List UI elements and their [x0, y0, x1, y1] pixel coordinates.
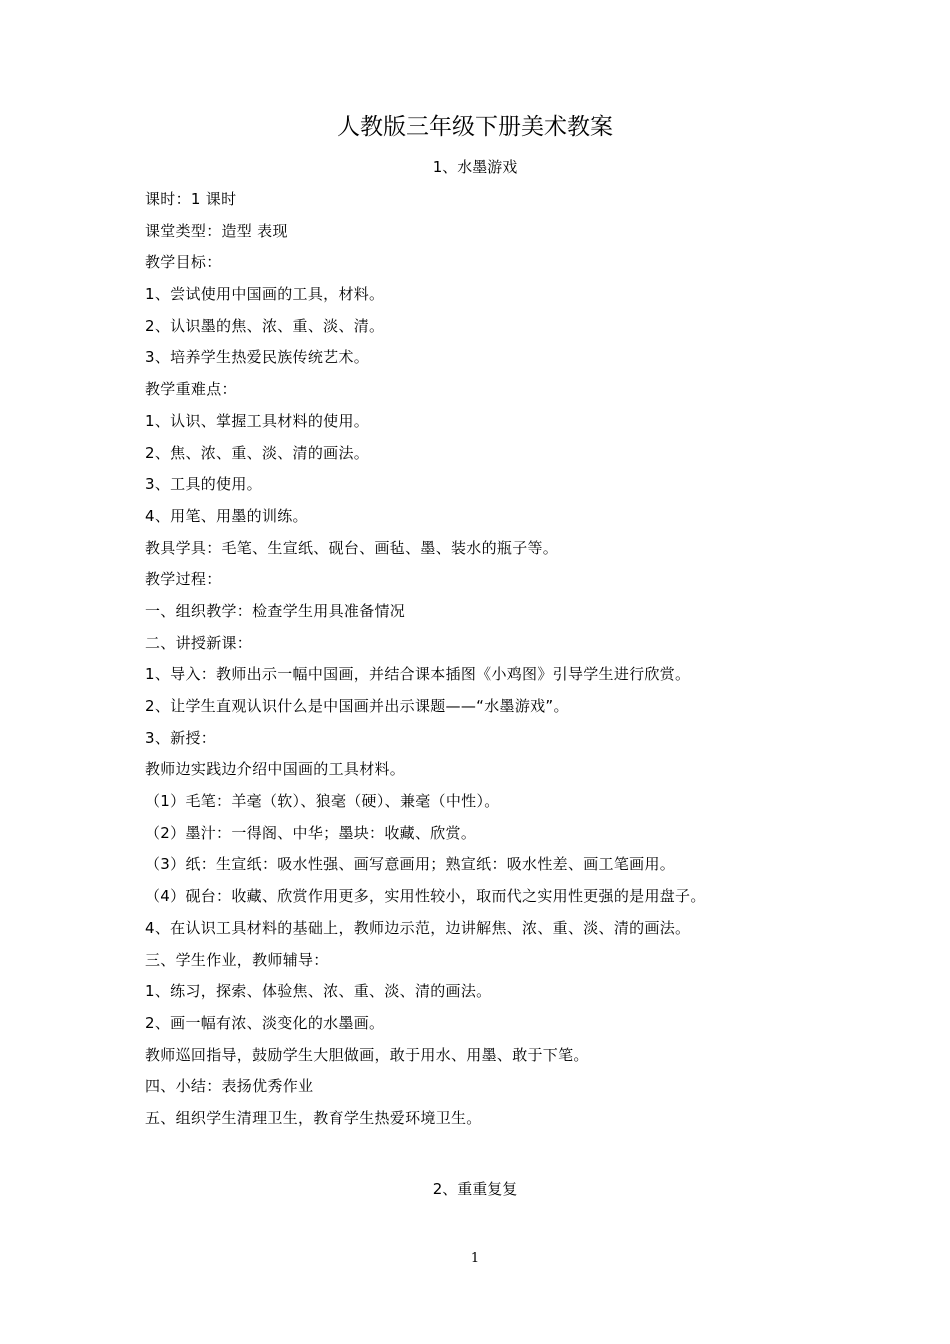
- text-line: 3、工具的使用。: [145, 475, 262, 494]
- text-line: 五、组织学生清理卫生，教育学生热爱环境卫生。: [145, 1108, 482, 1127]
- text-line: 教师巡回指导，鼓励学生大胆做画，敢于用水、用墨、敢于下笔。: [145, 1045, 589, 1064]
- text-line: 2、认识墨的焦、浓、重、淡、清。: [145, 316, 385, 335]
- text-line: 1、导入：教师出示一幅中国画，并结合课本插图《小鸡图》引导学生进行欣赏。: [145, 665, 691, 684]
- text-line: （2）墨汁：一得阁、中华；墨块：收藏、欣赏。: [145, 823, 477, 842]
- text-line: 2、画一幅有浓、淡变化的水墨画。: [145, 1013, 385, 1032]
- text-line: 课堂类型：造型 表现: [145, 221, 288, 240]
- text-line: 1、认识、掌握工具材料的使用。: [145, 411, 370, 430]
- text-line: 教具学具：毛笔、生宣纸、砚台、画毡、墨、装水的瓶子等。: [145, 538, 559, 557]
- text-line: 3、培养学生热爱民族传统艺术。: [145, 348, 370, 367]
- text-line: 课时：1 课时: [145, 190, 237, 208]
- text-line: 1、尝试使用中国画的工具，材料。: [145, 285, 385, 304]
- text-line: 4、用笔、用墨的训练。: [145, 506, 308, 525]
- lesson-2-heading: 2、重重复复: [432, 1180, 518, 1198]
- lesson-1-heading: 1、水墨游戏: [432, 158, 518, 176]
- text-line: 四、小结：表扬优秀作业: [145, 1077, 314, 1096]
- text-line: （4）砚台：收藏、欣赏作用更多，实用性较小，取而代之实用性更强的是用盘子。: [145, 887, 706, 906]
- text-line: 一、组织教学：检查学生用具准备情况: [145, 601, 406, 620]
- text-line: 3、新授：: [145, 728, 217, 747]
- page-title: 人教版三年级下册美术教案: [337, 114, 613, 140]
- text-line: （1）毛笔：羊毫（软）、狼毫（硬）、兼毫（中性）。: [145, 792, 500, 811]
- text-line: 教学重难点：: [145, 380, 237, 399]
- text-line: （3）纸：生宣纸：吸水性强、画写意画用；熟宣纸：吸水性差、画工笔画用。: [145, 855, 676, 874]
- text-line: 1、练习，探索、体验焦、浓、重、淡、清的画法。: [145, 982, 492, 1001]
- text-line: 教师边实践边介绍中国画的工具材料。: [145, 760, 406, 779]
- text-line: 教学过程：: [145, 570, 222, 589]
- text-line: 教学目标：: [145, 253, 222, 272]
- text-line: 4、在认识工具材料的基础上，教师边示范，边讲解焦、浓、重、淡、清的画法。: [145, 918, 691, 937]
- text-line: 二、讲授新课：: [145, 633, 253, 652]
- lesson-1-body: [145, 188, 845, 1139]
- text-line: 2、焦、浓、重、淡、清的画法。: [145, 443, 370, 462]
- text-line: 三、学生作业，教师辅导：: [145, 950, 329, 969]
- text-line: 2、让学生直观认识什么是中国画并出示课题——“水墨游戏”。: [145, 697, 569, 715]
- page-number: 1: [470, 1251, 480, 1266]
